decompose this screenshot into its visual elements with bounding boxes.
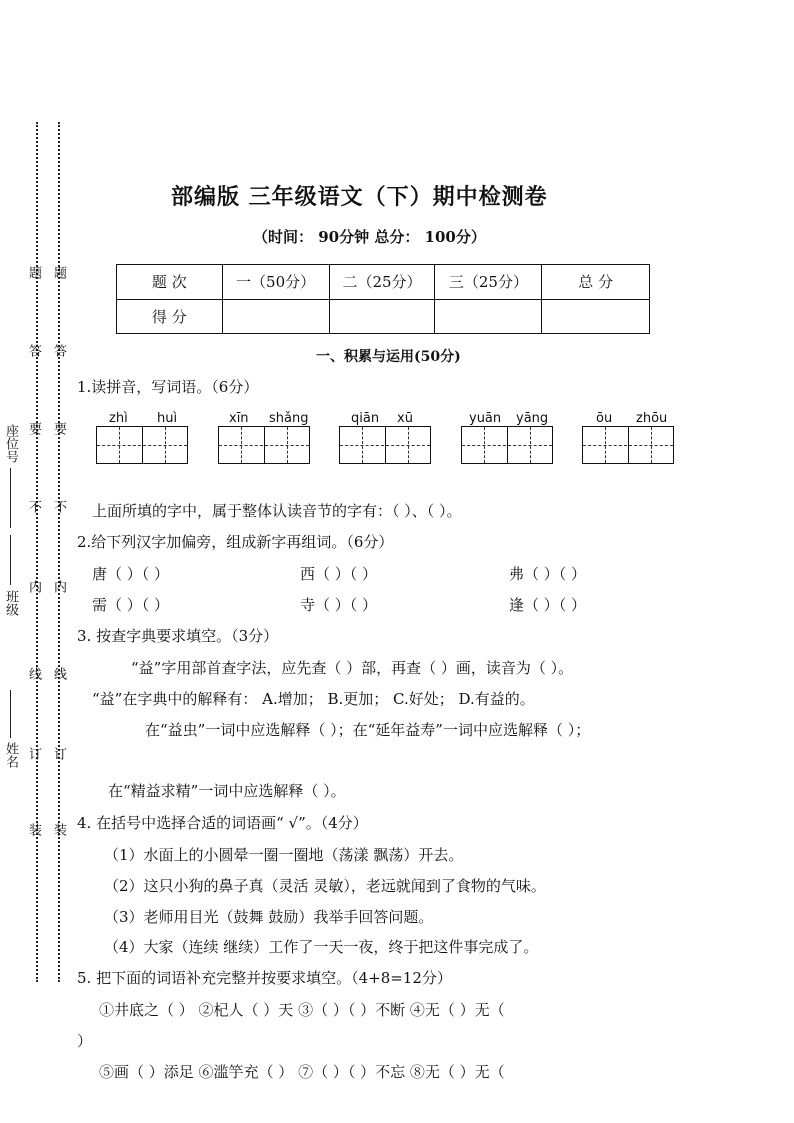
- writing-grid[interactable]: [582, 426, 674, 464]
- question-4-item: （3）老师用目光（鼓舞 鼓励）我举手回答问题。: [104, 908, 434, 926]
- margin-label: 要: [51, 422, 66, 435]
- pinyin: ōu: [596, 411, 613, 426]
- question-2-title: 2.给下列汉字加偏旁，组成新字再组词。（6分）: [77, 533, 394, 551]
- margin-label: 线: [51, 667, 66, 680]
- score-cell[interactable]: [329, 299, 435, 334]
- pinyin: shǎng: [269, 411, 309, 426]
- score-table-header-row: [117, 265, 650, 300]
- idiom-line-continuation: ）: [77, 1032, 93, 1050]
- question-4-item: （4）大家（连续 继续）工作了一天一夜，终于把这件事完成了。: [104, 938, 539, 956]
- question-1-note: 上面所填的字中，属于整体认读音节的字有：（ ）、（ ）。: [92, 502, 462, 520]
- pinyin: xū: [397, 411, 413, 426]
- exam-info: （时间： 90分钟 总分： 100分）: [253, 228, 486, 246]
- pinyin: huì: [157, 411, 178, 426]
- seat-number-underline: [10, 468, 11, 528]
- score-table-row: [117, 299, 650, 334]
- margin-label: 题: [51, 266, 66, 279]
- question-3-line: “益”在字典中的解释有： A.增加； B.更加； C.好处； D.有益的。: [92, 690, 535, 708]
- question-3-line: 在“益虫”一词中应选解释（ ）；在“延年益寿”一词中应选解释（ ）；: [145, 721, 591, 739]
- table-header-cell: 总 分: [542, 265, 650, 300]
- writing-grid[interactable]: [218, 426, 310, 464]
- margin-label: 题: [26, 266, 41, 279]
- binding-line-outer: [36, 122, 38, 982]
- name-field: 姓名: [3, 742, 18, 768]
- margin-label: 内: [26, 580, 41, 593]
- binding-line-inner: [58, 122, 60, 982]
- row-label: 得 分: [117, 299, 223, 334]
- question-4-item: （1）水面上的小圆晕一圈一圈地（荡漾 飘荡）开去。: [104, 846, 464, 864]
- score-cell[interactable]: [542, 299, 650, 334]
- margin-label: 内: [51, 580, 66, 593]
- question-1-title: 1.读拼音，写词语。（6分）: [77, 378, 259, 396]
- pinyin: yuān: [469, 411, 502, 426]
- margin-label: 订: [51, 747, 66, 760]
- pinyin: yāng: [516, 411, 549, 426]
- question-4-item: （2）这只小狗的鼻子真（灵活 灵敏），老远就闻到了食物的气味。: [104, 877, 546, 895]
- score-table: [116, 264, 650, 334]
- question-5-title: 5. 把下面的词语补充完整并按要求填空。（4+8=12分）: [77, 969, 452, 987]
- table-header-cell: 三（25分）: [435, 265, 542, 300]
- class-underline: [10, 535, 11, 585]
- radical-item: 弗（ ）（ ）: [509, 565, 587, 583]
- margin-label: 不: [51, 500, 66, 513]
- radical-item: 寺（ ）（ ）: [300, 596, 378, 614]
- margin-label: 装: [51, 823, 66, 836]
- score-cell[interactable]: [222, 299, 329, 334]
- pinyin: xīn: [229, 411, 249, 426]
- radical-item: 西（ ）（ ）: [300, 565, 378, 583]
- idiom-line: ①井底之（ ） ②杞人（ ）天 ③（ ）（ ）不断 ④无（ ）无（: [99, 1001, 505, 1019]
- radical-item: 唐（ ）（ ）: [92, 565, 170, 583]
- section-heading: 一、积累与运用(50分): [316, 349, 461, 365]
- margin-label: 不: [26, 500, 41, 513]
- writing-grid[interactable]: [461, 426, 553, 464]
- question-3-line: 在“精益求精”一词中应选解释（ ）。: [108, 782, 346, 800]
- question-4-title: 4. 在括号中选择合适的词语画“ √”。（4分）: [77, 814, 368, 832]
- margin-label: 要: [26, 422, 41, 435]
- idiom-line: ⑤画（ ）添足 ⑥滥竽充（ ） ⑦（ ）（ ）不忘 ⑧无（ ）无（: [99, 1063, 505, 1081]
- margin-label: 线: [26, 667, 41, 680]
- question-3-title: 3. 按查字典要求填空。（3分）: [77, 627, 279, 645]
- pinyin: qiān: [351, 411, 380, 426]
- page-title: 部编版 三年级语文（下）期中检测卷: [171, 184, 548, 210]
- writing-grid[interactable]: [96, 426, 188, 464]
- margin-label: 答: [51, 344, 66, 357]
- question-3-line: “益”字用部首查字法，应先查（ ）部，再查（ ）画，读音为（ ）。: [131, 659, 574, 677]
- table-header-cell: 二（25分）: [329, 265, 435, 300]
- class-field: 班级: [3, 590, 18, 616]
- radical-item: 逢（ ）（ ）: [509, 596, 587, 614]
- pinyin: zhì: [109, 411, 128, 426]
- pinyin: zhōu: [636, 411, 668, 426]
- margin-label: 答: [26, 344, 41, 357]
- margin-label: 装: [26, 823, 41, 836]
- name-underline: [10, 690, 11, 738]
- writing-grid[interactable]: [339, 426, 431, 464]
- margin-label: 订: [26, 747, 41, 760]
- table-header-cell: 题 次: [117, 265, 223, 300]
- score-cell[interactable]: [435, 299, 542, 334]
- table-header-cell: 一（50分）: [222, 265, 329, 300]
- seat-number-field: 座位号: [3, 424, 18, 463]
- radical-item: 需（ ）（ ）: [92, 596, 170, 614]
